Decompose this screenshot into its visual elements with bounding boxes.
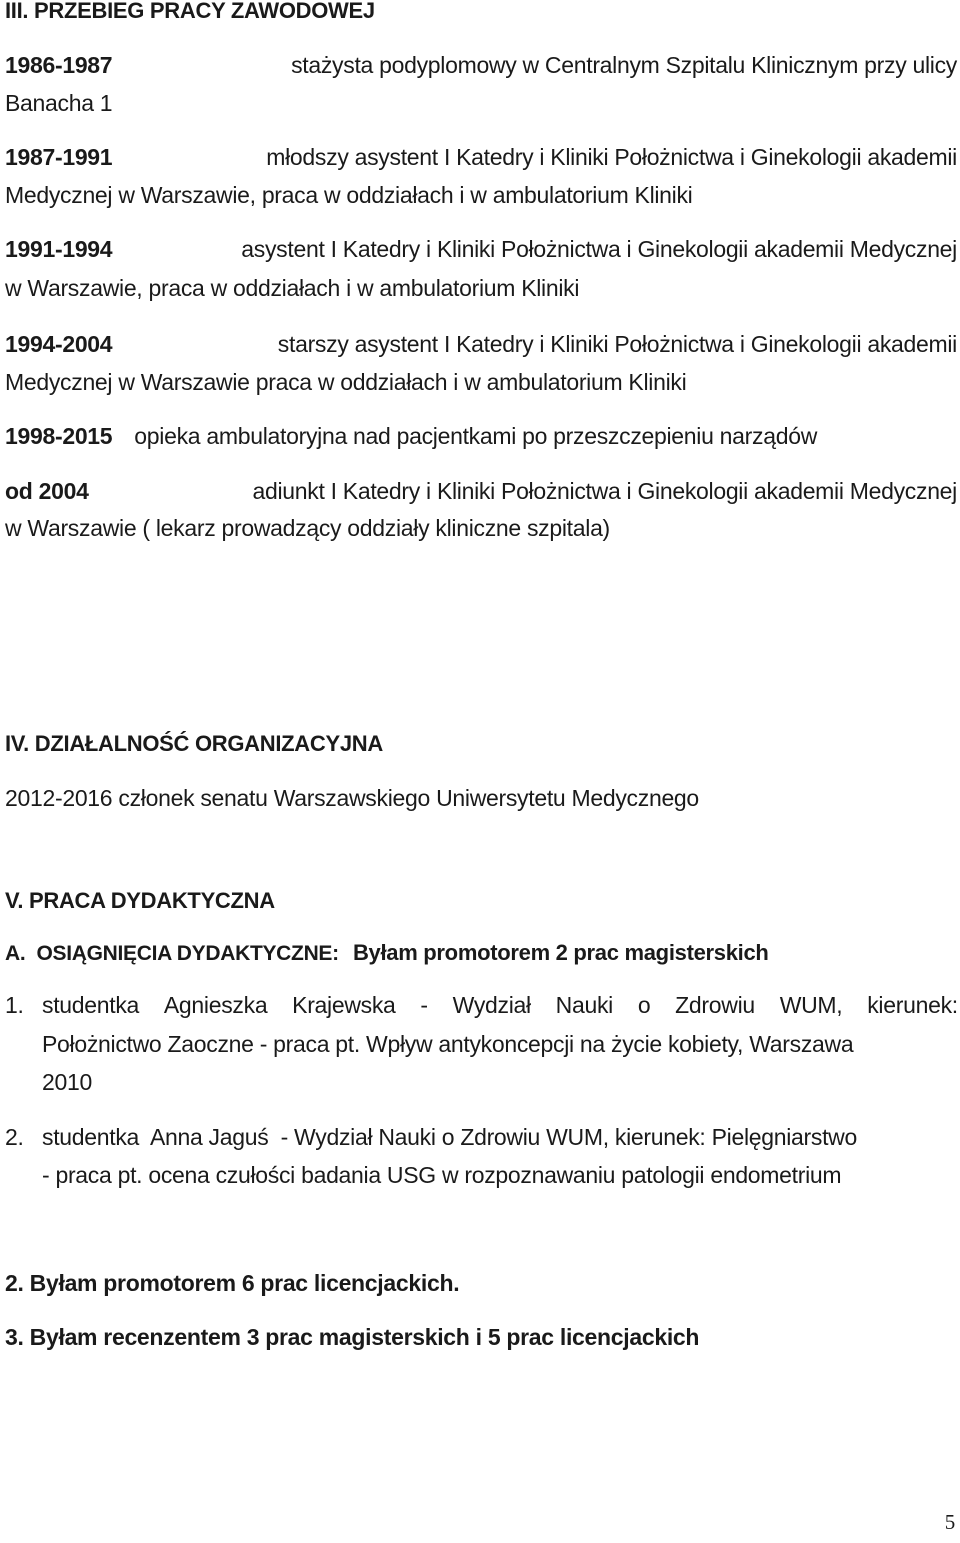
career-entry-1-line1 bbox=[5, 50, 957, 80]
achievements-text: Byłam promotorem 2 prac magisterskich bbox=[352, 940, 769, 965]
thesis-1-line3: 2010 bbox=[42, 1069, 92, 1095]
reviewer-statement: 3. Byłam recenzentem 3 prac magisterskich i 5 prac licencjackich bbox=[5, 1324, 700, 1350]
thesis-1-line1 bbox=[42, 990, 958, 1020]
career-entry-description: asystent I Katedry i Kliniki Położnictwa i Ginekologii akademii Medycznej bbox=[241, 236, 957, 262]
thesis-number: 1. bbox=[5, 992, 24, 1018]
career-entry-year: 1986-1987 bbox=[5, 52, 113, 78]
career-entry-year: 1991-1994 bbox=[5, 236, 113, 262]
career-entry-4-line2: Medycznej w Warszawie praca w oddziałach i w ambulatorium Kliniki bbox=[5, 369, 687, 395]
career-entry-4-line1 bbox=[5, 329, 957, 359]
career-entry-year: 1998-2015 bbox=[5, 423, 113, 449]
section-heading-organizational: IV. DZIAŁALNOŚĆ ORGANIZACYJNA bbox=[5, 731, 383, 756]
career-entry-description: młodszy asystent I Katedry i Kliniki Położnictwa i Ginekologii akademii bbox=[266, 144, 957, 170]
thesis-word: Nauki bbox=[555, 992, 613, 1018]
page-number: 5 bbox=[944, 1510, 955, 1534]
thesis-word: WUM, bbox=[779, 992, 843, 1018]
thesis-word: Krajewska bbox=[292, 992, 396, 1018]
thesis-2-line2: - praca pt. ocena czułości badania USG w rozpoznawaniu patologii endometrium bbox=[42, 1162, 842, 1188]
career-entry-description: starszy asystent I Katedry i Kliniki Położnictwa i Ginekologii akademii bbox=[277, 331, 957, 357]
thesis-word: Zdrowiu bbox=[675, 992, 755, 1018]
thesis-word: kierunek: bbox=[867, 992, 958, 1018]
career-entry-2-line1 bbox=[5, 142, 957, 172]
career-entry-year: 1994-2004 bbox=[5, 331, 113, 357]
career-entry-year: 1987-1991 bbox=[5, 144, 113, 170]
thesis-1-line2: Położnictwo Zaoczne - praca pt. Wpływ antykoncepcji na życie kobiety, Warszawa bbox=[42, 1031, 854, 1057]
thesis-word: Agnieszka bbox=[163, 992, 268, 1018]
thesis-word: o bbox=[637, 992, 651, 1018]
teaching-achievements bbox=[5, 937, 769, 969]
achievements-label: A. OSIĄGNIĘCIA DYDAKTYCZNE: bbox=[5, 942, 339, 965]
career-entry-5-line1 bbox=[5, 421, 817, 451]
thesis-word: Wydział bbox=[452, 992, 531, 1018]
thesis-number: 2. bbox=[5, 1124, 24, 1150]
bachelor-supervision: 2. Byłam promotorem 6 prac licencjackich. bbox=[5, 1270, 460, 1296]
organizational-entry: 2012-2016 członek senatu Warszawskiego Uniwersytetu Medycznego bbox=[5, 785, 699, 811]
career-entry-year: od 2004 bbox=[5, 478, 89, 504]
career-entry-6-line1 bbox=[5, 476, 957, 506]
career-entry-1-line2: Banacha 1 bbox=[5, 90, 113, 116]
section-heading-teaching: V. PRACA DYDAKTYCZNA bbox=[5, 888, 275, 913]
career-entry-description: stażysta podyplomowy w Centralnym Szpitalu Klinicznym przy ulicy bbox=[291, 52, 957, 78]
career-entry-6-line2: w Warszawie ( lekarz prowadzący oddziały kliniczne szpitala) bbox=[5, 515, 610, 541]
career-entry-description: opieka ambulatoryjna nad pacjentkami po przeszczepieniu narządów bbox=[134, 423, 818, 449]
section-heading-career: III. PRZEBIEG PRACY ZAWODOWEJ bbox=[5, 0, 375, 23]
career-entry-description: adiunkt I Katedry i Kliniki Położnictwa i Ginekologii akademii Medycznej bbox=[252, 478, 957, 504]
career-entry-3-line2: w Warszawie, praca w oddziałach i w ambulatorium Kliniki bbox=[5, 275, 580, 301]
thesis-word: - bbox=[420, 992, 428, 1018]
thesis-word: studentka bbox=[42, 992, 140, 1018]
thesis-2-line1: studentka Anna Jaguś - Wydział Nauki o Zdrowiu WUM, kierunek: Pielęgniarstwo bbox=[42, 1124, 857, 1150]
career-entry-2-line2: Medycznej w Warszawie, praca w oddziałach i w ambulatorium Kliniki bbox=[5, 182, 693, 208]
career-entry-3-line1 bbox=[5, 234, 957, 264]
